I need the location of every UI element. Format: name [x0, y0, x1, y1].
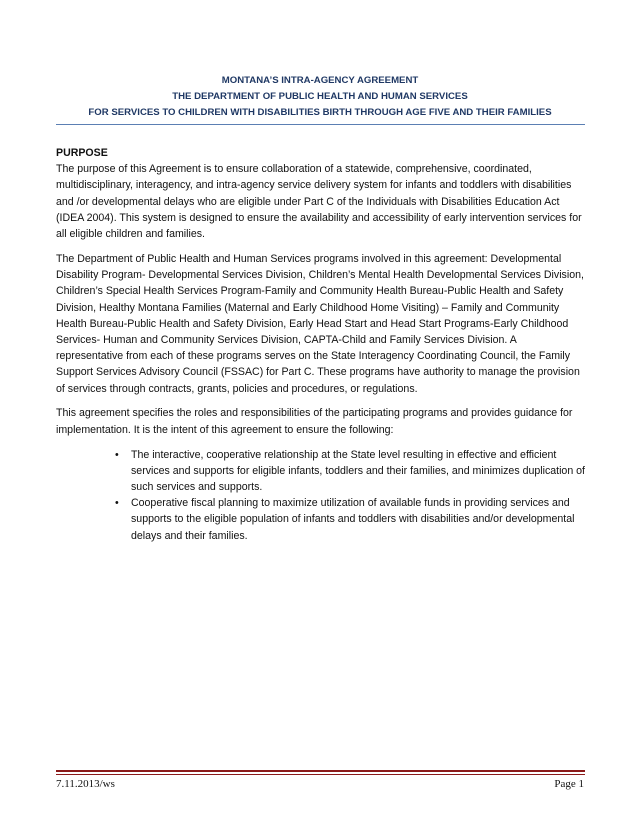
purpose-paragraph-3: This agreement specifies the roles and responsibilities of the participating programs and provides guidance for implementation. It is the intent of this agreement to ensure the following: [56, 407, 573, 436]
intent-bullet-item [115, 447, 586, 496]
intent-bullet-text: Cooperative fiscal planning to maximize utilization of available funds in providing services and supports to the eligible population of infants and toddlers with disabilities and/or developmental delays and their families. [131, 497, 575, 542]
intent-bullet-text: The interactive, cooperative relationship at the State level resulting in effective and efficient services and supports for eligible infants, toddlers and their families, and minimizes duplication of such services and supports. [131, 448, 585, 493]
bullet-icon: • [115, 497, 119, 510]
document-header [56, 73, 584, 121]
footer-divider-thin [56, 774, 585, 775]
purpose-paragraph-1: The purpose of this Agreement is to ensure collaboration of a statewide, comprehensive, coordinated, multidisciplinary, interagency, and intra-agency service delivery system for infants and toddlers with disabilities and /or developmental delays who are eligible under Part C of the Individuals with Disabilities Education Act (IDEA 2004). This system is designed to ensure the availability and accessibility of early intervention services for all eligible children and families. [56, 163, 582, 241]
document-body [56, 145, 586, 544]
intent-bullet-list [56, 447, 586, 544]
header-line-2: THE DEPARTMENT OF PUBLIC HEALTH AND HUMAN SERVICES [172, 91, 468, 102]
bullet-icon: • [115, 448, 119, 461]
footer-page-number: Page 1 [554, 778, 584, 790]
footer-date-initials: 7.11.2013/ws [56, 778, 115, 790]
header-line-3: FOR SERVICES TO CHILDREN WITH DISABILITIES BIRTH THROUGH AGE FIVE AND THEIR FAMILIES [88, 107, 552, 118]
header-divider [56, 124, 585, 125]
purpose-paragraph-2: The Department of Public Health and Human Services programs involved in this agreement: Developmental Disability Program- Developmental Services Division, Children’s Mental Health Developmental Services Division, Children’s Special Health Services Program-Family and Community Health Bureau-Public Health and Safety Division, Healthy Montana Families (Maternal and Early Childhood Home Visiting) – Family and Community Health Bureau-Public Health and Safety Division, Early Head Start and Head Start Programs-Early Childhood Services- Human and Community Services Division, CAPTA-Child and Family Services Division. A representative from each of these programs serves on the State Interagency Coordinating Council, the Family Support Services Advisory Council (FSSAC) for Part C. These programs have authority to manage the provision of services through contracts, grants, policies and procedures, or regulations. [56, 252, 584, 395]
footer-divider-thick [56, 770, 585, 772]
purpose-heading: PURPOSE [56, 147, 108, 159]
header-line-1: MONTANA’S INTRA-AGENCY AGREEMENT [221, 75, 419, 86]
intent-bullet-item [115, 495, 586, 544]
